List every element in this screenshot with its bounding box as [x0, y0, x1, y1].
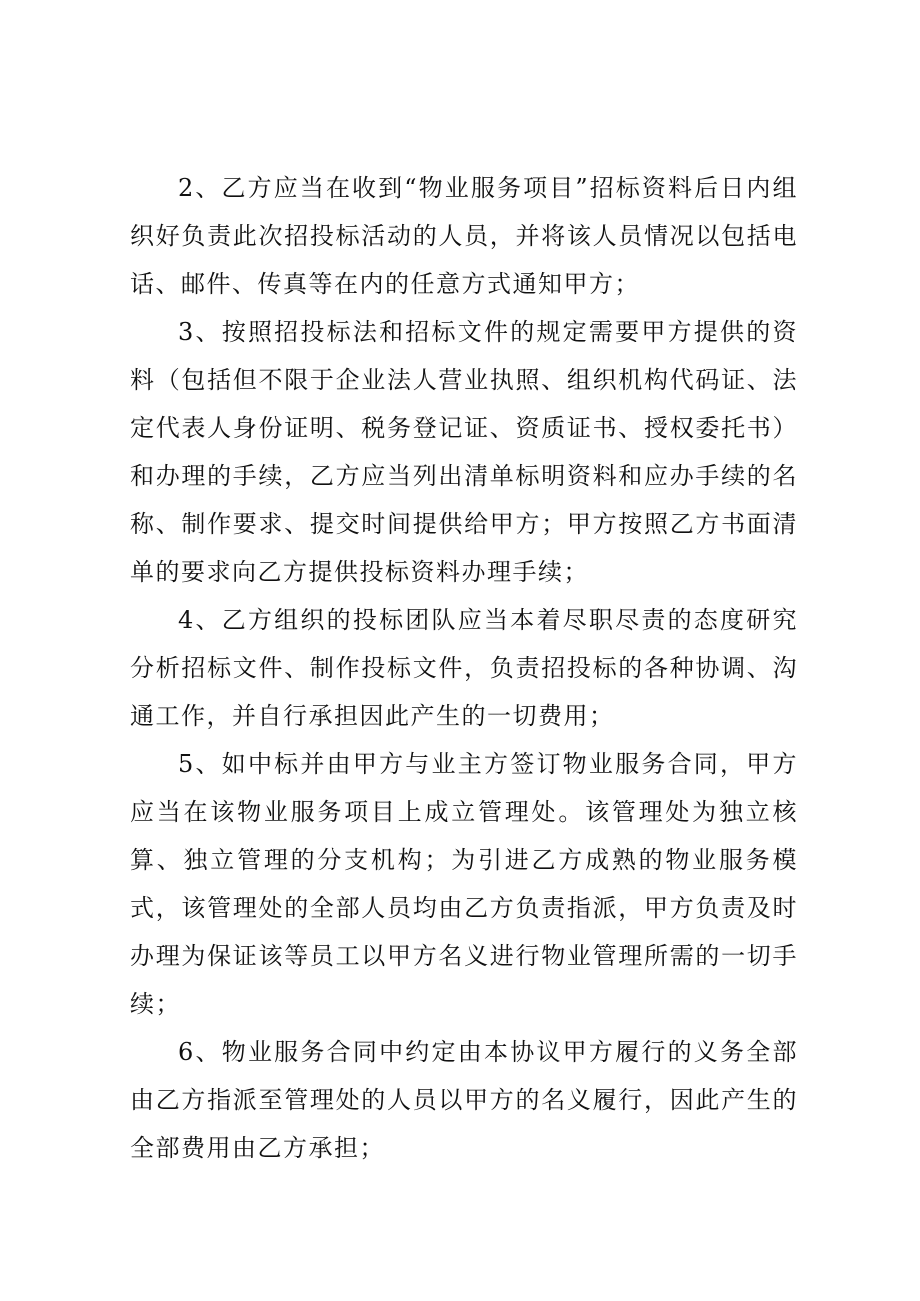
clause-2-paragraph: 2、乙方应当在收到“物业服务项目”招标资料后日内组织好负责此次招投标活动的人员，并将该人员情况以包括电话、邮件、传真等在内的任意方式通知甲方； — [130, 174, 798, 298]
clause-6-paragraph: 6、物业服务合同中约定由本协议甲方履行的义务全部由乙方指派至管理处的人员以甲方的名义履行，因此产生的全部费用由乙方承担； — [130, 1038, 798, 1162]
clause-5-paragraph: 5、如中标并由甲方与业主方签订物业服务合同，甲方应当在该物业服务项目上成立管理处。该管理处为独立核算、独立管理的分支机构；为引进乙方成熟的物业服务模式，该管理处的全部人员均由乙方负责指派，甲方负责及时办理为保证该等员工以甲方名义进行物业管理所需的一切手续； — [130, 750, 798, 1018]
clause-3-paragraph: 3、按照招投标法和招标文件的规定需要甲方提供的资料（包括但不限于企业法人营业执照、组织机构代码证、法定代表人身份证明、税务登记证、资质证书、授权委托书）和办理的手续，乙方应当列出清单标明资料和应办手续的名称、制作要求、提交时间提供给甲方；甲方按照乙方书面清单的要求向乙方提供投标资料办理手续； — [130, 318, 798, 586]
document-body — [130, 164, 798, 1172]
clause-4-paragraph: 4、乙方组织的投标团队应当本着尽职尽责的态度研究分析招标文件、制作投标文件，负责招投标的各种协调、沟通工作，并自行承担因此产生的一切费用； — [130, 606, 798, 730]
